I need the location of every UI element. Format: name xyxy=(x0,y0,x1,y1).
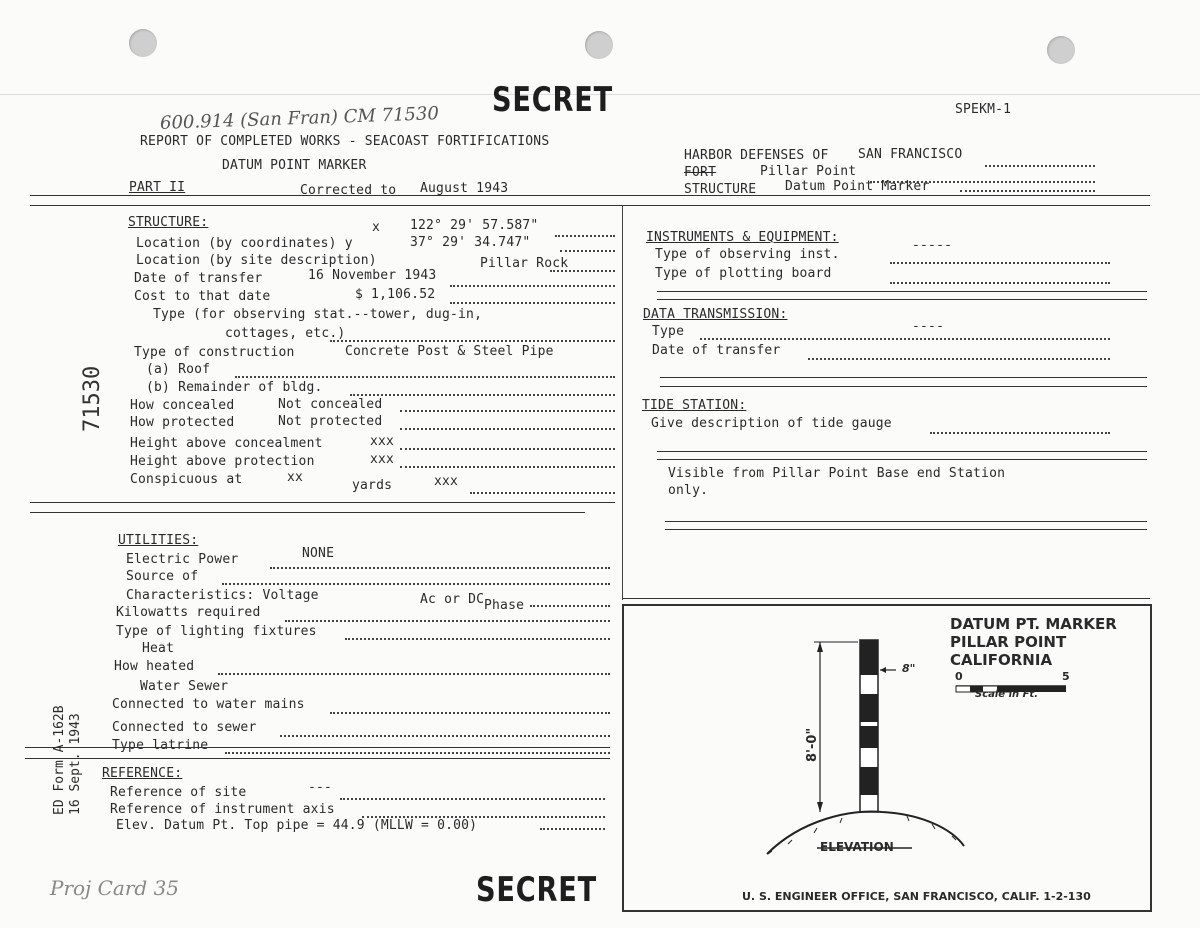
dotted-leader xyxy=(400,410,615,412)
observing-inst-label: Type of observing inst. xyxy=(655,247,840,262)
water-sewer-label: Water Sewer xyxy=(140,679,229,694)
section-divider xyxy=(25,758,610,759)
dotted-leader xyxy=(345,638,610,640)
type-label-line1: Type (for observing stat.--tower, dug-in, xyxy=(153,307,483,322)
characteristics-phase: Phase xyxy=(484,598,525,613)
latrine-label: Type latrine xyxy=(112,738,209,753)
instruments-heading: INSTRUMENTS & EQUIPMENT: xyxy=(646,230,839,245)
water-mains-label: Connected to water mains xyxy=(112,697,305,712)
width-dimension: 8" xyxy=(902,662,916,675)
section-divider xyxy=(665,521,1147,522)
elevation-label: ELEVATION xyxy=(820,840,894,854)
dotted-leader xyxy=(400,428,615,430)
dotted-leader xyxy=(330,712,610,714)
dotted-leader xyxy=(285,620,610,622)
transmission-type-label: Type xyxy=(652,324,685,339)
engineer-office: U. S. ENGINEER OFFICE, SAN FRANCISCO, CALIF. 1-2-130 xyxy=(742,890,1091,903)
dotted-leader xyxy=(555,235,615,237)
height-concealment-label: Height above concealment xyxy=(130,436,323,451)
section-divider xyxy=(30,502,615,503)
cost-value: $ 1,106.52 xyxy=(355,287,436,302)
dotted-leader xyxy=(808,358,1110,360)
x-coordinate: 122° 29' 57.587" xyxy=(410,218,539,233)
construction-label: Type of construction xyxy=(134,345,295,360)
section-divider xyxy=(660,377,1147,378)
source-label: Source of xyxy=(126,569,199,584)
dotted-leader xyxy=(890,282,1110,284)
corrected-label: Corrected to xyxy=(300,183,397,198)
height-protection-label: Height above protection xyxy=(130,454,315,469)
fort-label: FORT xyxy=(684,165,717,180)
dotted-leader xyxy=(700,338,1110,340)
yards-label: yards xyxy=(352,478,393,493)
punch-hole xyxy=(129,29,157,57)
location-site-label: Location (by site description) xyxy=(136,253,377,268)
conspicuous-value: xx xyxy=(287,470,304,485)
dotted-leader xyxy=(330,340,615,342)
fort-value: Pillar Point xyxy=(760,164,857,179)
y-coordinate: 37° 29' 34.747" xyxy=(410,235,531,250)
section-divider xyxy=(657,451,1147,452)
handwritten-card: Proj Card 35 xyxy=(50,876,180,900)
form-id-line1: ED Form A-162B xyxy=(52,705,67,815)
observing-inst-value: ----- xyxy=(912,238,953,253)
section-divider xyxy=(30,205,1150,206)
secret-stamp-top: SECRET xyxy=(492,80,614,120)
section-divider xyxy=(657,459,1147,460)
lighting-label: Type of lighting fixtures xyxy=(116,624,317,639)
plotting-board-label: Type of plotting board xyxy=(655,266,832,281)
dotted-leader xyxy=(450,302,615,304)
dotted-leader xyxy=(225,752,610,754)
sewer-label: Connected to sewer xyxy=(112,720,257,735)
tide-note-line1: Visible from Pillar Point Base end Station xyxy=(668,466,1006,481)
drawing-title-3: CALIFORNIA xyxy=(950,651,1053,669)
protected-label: How protected xyxy=(130,415,235,430)
section-divider xyxy=(622,598,1150,599)
dotted-leader xyxy=(280,735,610,737)
marker-drawing xyxy=(622,604,1152,914)
punch-hole xyxy=(1047,36,1075,64)
dotted-leader xyxy=(560,250,615,252)
document-code: SPEKM-1 xyxy=(955,102,1012,117)
dotted-leader xyxy=(470,492,615,494)
structure-value: Datum Point Marker xyxy=(785,179,930,194)
scale-label: Scale in Ft. xyxy=(975,689,1039,700)
concealed-value: Not concealed xyxy=(278,397,383,412)
site-reference-label: Reference of site xyxy=(110,785,247,800)
yards-value: xxx xyxy=(434,474,459,489)
heat-label: Heat xyxy=(142,641,175,656)
report-subtitle: DATUM POINT MARKER xyxy=(222,158,367,173)
roof-label: (a) Roof xyxy=(146,362,211,377)
section-divider xyxy=(30,512,585,513)
tide-station-heading: TIDE STATION: xyxy=(642,398,747,413)
dotted-leader xyxy=(450,285,615,287)
height-protection-value: xxx xyxy=(370,452,395,467)
date-transfer-value: 16 November 1943 xyxy=(308,268,437,283)
dotted-leader xyxy=(350,394,615,396)
structure-heading: STRUCTURE: xyxy=(128,215,209,230)
dotted-leader xyxy=(218,673,610,675)
dotted-leader xyxy=(530,605,610,607)
dotted-leader xyxy=(930,432,1110,434)
location-site-value: Pillar Rock xyxy=(480,256,569,271)
section-divider xyxy=(660,386,1147,387)
scale-five: 5 xyxy=(1062,670,1070,683)
side-file-number: 71530 xyxy=(80,365,105,432)
date-transfer-label: Date of transfer xyxy=(134,271,263,286)
dotted-leader xyxy=(400,448,615,450)
column-divider xyxy=(622,205,623,600)
dotted-leader xyxy=(400,466,615,468)
structure-label: STRUCTURE xyxy=(684,182,757,197)
handwritten-reference: 600.914 (San Fran) CM 71530 xyxy=(159,103,440,134)
secret-stamp-bottom: SECRET xyxy=(476,870,598,910)
characteristics-label: Characteristics: Voltage xyxy=(126,588,319,603)
dotted-leader xyxy=(960,190,1095,192)
reference-heading: REFERENCE: xyxy=(102,766,183,781)
electric-power-value: NONE xyxy=(302,546,335,561)
height-dimension: 8'-0" xyxy=(805,727,820,762)
kilowatts-label: Kilowatts required xyxy=(116,605,261,620)
location-coords-label: Location (by coordinates) y xyxy=(136,236,353,251)
drawing-title-1: DATUM PT. MARKER xyxy=(950,615,1117,633)
section-divider xyxy=(30,195,1150,196)
instrument-axis-label: Reference of instrument axis xyxy=(110,802,335,817)
cost-label: Cost to that date xyxy=(134,289,271,304)
tide-gauge-label: Give description of tide gauge xyxy=(651,416,892,431)
dotted-leader xyxy=(222,583,610,585)
protected-value: Not protected xyxy=(278,414,383,429)
corrected-date: August 1943 xyxy=(420,181,509,196)
remainder-label: (b) Remainder of bldg. xyxy=(146,380,323,395)
harbor-defenses-label: HARBOR DEFENSES OF xyxy=(684,148,829,163)
scale-zero: 0 xyxy=(955,670,963,683)
dotted-leader xyxy=(340,798,605,800)
construction-value: Concrete Post & Steel Pipe xyxy=(345,344,554,359)
dotted-leader xyxy=(540,828,605,830)
height-concealment-value: xxx xyxy=(370,434,395,449)
elevation-note: Elev. Datum Pt. Top pipe = 44.9 (MLLW = 0.00) xyxy=(116,818,478,833)
form-id-line2: 16 Sept. 1943 xyxy=(68,713,83,815)
x-label: x xyxy=(372,220,381,235)
dotted-leader xyxy=(235,376,615,378)
section-divider xyxy=(665,529,1147,530)
dotted-leader xyxy=(550,270,615,272)
electric-power-label: Electric Power xyxy=(126,552,239,567)
punch-hole xyxy=(585,31,613,59)
section-divider xyxy=(25,747,610,748)
characteristics-ac-dc: Ac or DC xyxy=(420,592,485,607)
tide-note-line2: only. xyxy=(668,483,709,498)
site-reference-value: --- xyxy=(308,780,333,795)
report-title: REPORT OF COMPLETED WORKS - SEACOAST FORTIFICATIONS xyxy=(140,134,550,149)
form-id xyxy=(52,705,84,815)
harbor-defenses-value: SAN FRANCISCO xyxy=(858,147,963,162)
part-label: PART II xyxy=(129,180,186,195)
transmission-type-value: ---- xyxy=(912,319,945,334)
conspicuous-label: Conspicuous at xyxy=(130,472,243,487)
how-heated-label: How heated xyxy=(114,659,195,674)
dotted-leader xyxy=(270,567,610,569)
utilities-heading: UTILITIES: xyxy=(118,533,199,548)
data-transmission-heading: DATA TRANSMISSION: xyxy=(643,307,788,322)
dotted-leader xyxy=(890,262,1110,264)
dotted-leader xyxy=(985,165,1095,167)
section-divider xyxy=(657,299,1147,300)
section-divider xyxy=(657,291,1147,292)
transmission-date-label: Date of transfer xyxy=(652,343,781,358)
drawing-title-2: PILLAR POINT xyxy=(950,633,1067,651)
type-label-line2: cottages, etc.) xyxy=(225,326,346,341)
concealed-label: How concealed xyxy=(130,398,235,413)
